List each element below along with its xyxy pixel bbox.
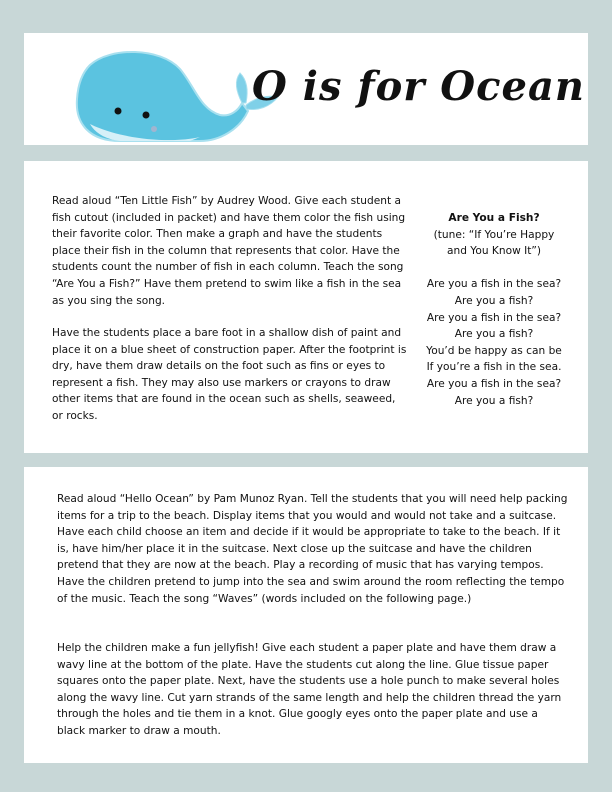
song-line: If you’re a fish in the sea. xyxy=(426,361,562,374)
song-tune-line: (tune: “If You’re Happy xyxy=(433,228,555,241)
song-are-you-a-fish xyxy=(412,210,576,409)
header-banner xyxy=(24,33,588,145)
beach-activity-paragraph: Read aloud “Hello Ocean” by Pam Munoz Ryan. Tell the students that you will need help packing items for a trip to the beach. Display items that you would and would not take and a suitcase. Have each child choose an item and decide if it would be appropriate to take to the beach. If it is, have him/her place it in the suitcase. Next close up the suitcase and have the children pretend that they are now at the beach. Play a recording of music that has varying tempos. Have the children pretend to jump into the sea and swim around the room reflecting the tempo of the music. Teach the song “Waves” (words included on the following page.) xyxy=(57,493,568,605)
song-line: Are you a fish? xyxy=(454,328,534,341)
fish-activity-paragraph: Read aloud “Ten Little Fish” by Audrey Wood. Give each student a fish cutout (included in packet) and have them color the fish using their favorite color. Then make a graph and have the students place their fish in the column that represents that color. Have the students count the number of fish in each column. Teach the song “Are You a Fish?” Have them pretend to swim like a fish in the sea as you sing the song. xyxy=(52,195,406,307)
song-line: Are you a fish in the sea? xyxy=(426,278,562,291)
song-line: Are you a fish? xyxy=(454,394,534,407)
whale-illustration-icon xyxy=(50,29,280,149)
footprint-activity-paragraph: Have the students place a bare foot in a shallow dish of paint and place it on a blue sheet of construction paper. After the footprint is dry, have them draw details on the foot such as fins or eyes to represent a fish. They may also use markers or crayons to draw other items that are found in the ocean such as shells, seaweed, or rocks. xyxy=(52,327,407,422)
song-line: Are you a fish in the sea? xyxy=(426,377,562,390)
activity-section-beach xyxy=(24,467,588,763)
song-line: Are you a fish in the sea? xyxy=(426,311,562,324)
song-line: You’d be happy as can be xyxy=(426,344,562,357)
song-line: Are you a fish? xyxy=(454,294,534,307)
activity-section-fish xyxy=(24,161,588,453)
jellyfish-activity-paragraph: Help the children make a fun jellyfish! Give each student a paper plate and have them draw a wavy line at the bottom of the plate. Have the students cut along the line. Glue tissue paper squares onto the paper plate. Next, have the students use a hole punch to make several holes along the wavy line. Cut yarn strands of the same length and help the children thread the yarn through the holes and tie them in a knot. Glue googly eyes onto the paper plate and use a black marker to draw a mouth. xyxy=(57,642,562,737)
song-tune-line: and You Know It”) xyxy=(447,245,541,258)
song-title: Are You a Fish? xyxy=(448,212,540,224)
page-title: O is for Ocean xyxy=(252,63,585,110)
